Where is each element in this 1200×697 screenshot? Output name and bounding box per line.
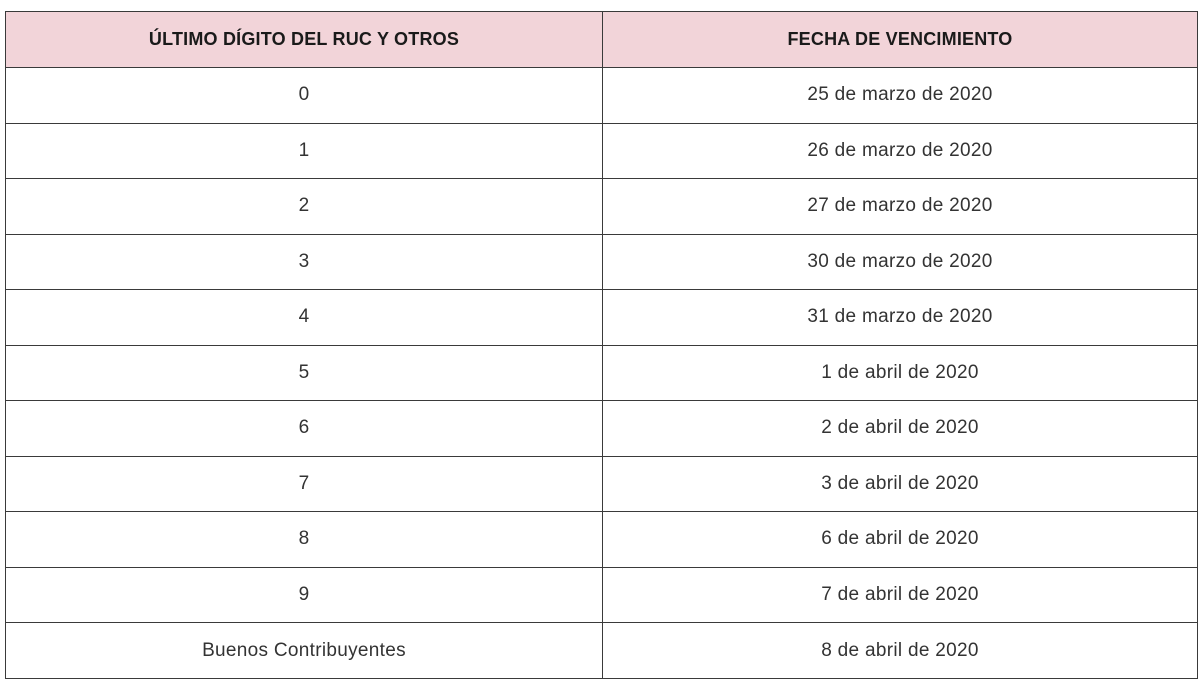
cell-due-date: 26 de marzo de 2020 xyxy=(603,123,1198,179)
cell-due-date: 31 de marzo de 2020 xyxy=(603,290,1198,346)
cell-due-date: 8 de abril de 2020 xyxy=(603,623,1198,679)
table-header xyxy=(6,12,1198,68)
table-row xyxy=(6,179,1198,235)
cell-digit: 2 xyxy=(6,179,603,235)
cell-due-date: 6 de abril de 2020 xyxy=(603,512,1198,568)
cell-digit: 5 xyxy=(6,345,603,401)
table-row xyxy=(6,345,1198,401)
header-row xyxy=(6,12,1198,68)
cell-due-date: 30 de marzo de 2020 xyxy=(603,234,1198,290)
cell-digit: 1 xyxy=(6,123,603,179)
table-body xyxy=(6,68,1198,679)
cell-digit: 0 xyxy=(6,68,603,124)
table-row xyxy=(6,623,1198,679)
cell-digit: 3 xyxy=(6,234,603,290)
cell-digit: 6 xyxy=(6,401,603,457)
header-ruc-last-digit: ÚLTIMO DÍGITO DEL RUC Y OTROS xyxy=(6,12,603,68)
cell-due-date: 2 de abril de 2020 xyxy=(603,401,1198,457)
table-row xyxy=(6,68,1198,124)
cell-due-date: 27 de marzo de 2020 xyxy=(603,179,1198,235)
table-row xyxy=(6,567,1198,623)
table-row xyxy=(6,401,1198,457)
cell-digit: 9 xyxy=(6,567,603,623)
cell-due-date: 3 de abril de 2020 xyxy=(603,456,1198,512)
cell-digit: Buenos Contribuyentes xyxy=(6,623,603,679)
due-date-table xyxy=(5,11,1198,679)
table-row xyxy=(6,123,1198,179)
cell-due-date: 7 de abril de 2020 xyxy=(603,567,1198,623)
cell-digit: 7 xyxy=(6,456,603,512)
table-row xyxy=(6,290,1198,346)
table-row xyxy=(6,512,1198,568)
cell-due-date: 25 de marzo de 2020 xyxy=(603,68,1198,124)
cell-due-date: 1 de abril de 2020 xyxy=(603,345,1198,401)
table-row xyxy=(6,456,1198,512)
cell-digit: 4 xyxy=(6,290,603,346)
table-row xyxy=(6,234,1198,290)
header-due-date: FECHA DE VENCIMIENTO xyxy=(603,12,1198,68)
cell-digit: 8 xyxy=(6,512,603,568)
